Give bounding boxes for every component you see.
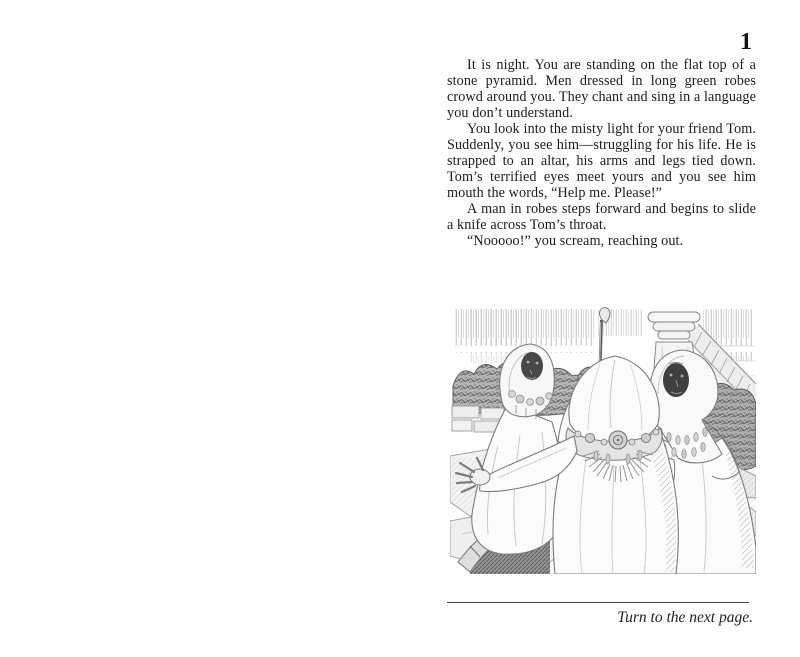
story-paragraph: It is night. You are standing on the flat top of a stone pyramid. Men dressed in long green robes crowd around you. They chant and sing in a language you don’t understand. xyxy=(447,57,756,121)
story-text xyxy=(447,57,756,249)
story-illustration xyxy=(450,306,756,574)
footer-divider xyxy=(447,602,749,603)
story-paragraph: “Nooooo!” you scream, reaching out. xyxy=(467,233,684,249)
turn-page-instruction: Turn to the next page. xyxy=(617,609,753,626)
story-paragraph: A man in robes steps forward and begins to slide a knife across Tom’s throat. xyxy=(447,201,756,233)
page-number: 1 xyxy=(740,29,752,55)
story-paragraph: You look into the misty light for your friend Tom. Suddenly, you see him—struggling for his life. He is strapped to an altar, his arms and legs tied down. Tom’s terrified eyes meet yours and you see him mouth the words, “Help me. Please!” xyxy=(447,121,756,201)
